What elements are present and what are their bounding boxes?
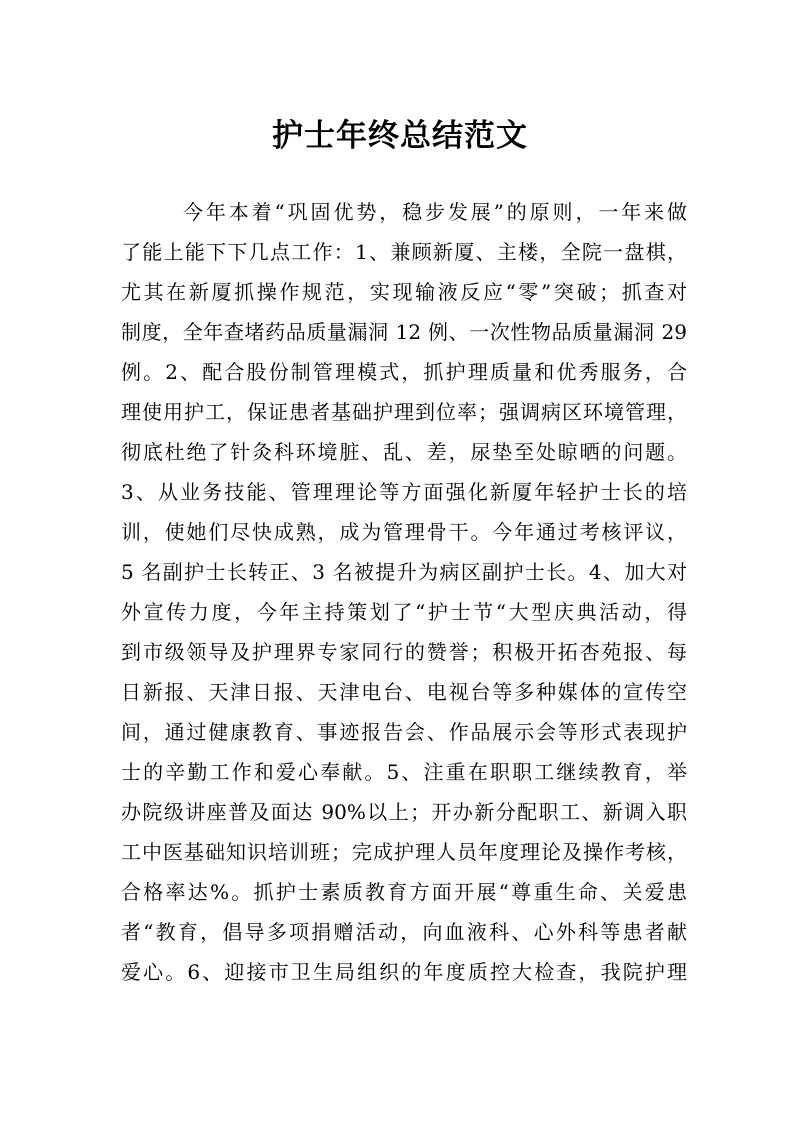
body-line: 办院级讲座普及面达 90%以上；开办新分配职工、新调入职	[121, 800, 687, 824]
body-line: 理使用护工，保证患者基础护理到位率；强调病区环境管理，	[121, 400, 687, 424]
body-line: 了能上能下下几点工作：1、兼顾新厦、主楼，全院一盘棋，	[121, 240, 687, 264]
document-title: 护士年终总结范文	[272, 117, 528, 154]
body-line: 工中医基础知识培训班；完成护理人员年度理论及操作考核，	[121, 840, 687, 864]
body-line: 者“教育，倡导多项捐赠活动，向血液科、心外科等患者献	[121, 920, 687, 944]
body-line: 彻底杜绝了针灸科环境脏、乱、差，尿垫至处晾晒的问题。	[121, 440, 687, 464]
body-line: 到市级领导及护理界专家同行的赞誉；积极开拓杏苑报、每	[121, 640, 687, 664]
body-line: 5 名副护士长转正、3 名被提升为病区副护士长。4、加大对	[121, 560, 687, 584]
body-line: 爱心。6、迎接市卫生局组织的年度质控大检查，我院护理	[121, 960, 687, 984]
body-line: 合格率达%。抓护士素质教育方面开展“尊重生命、关爱患	[121, 880, 687, 904]
body-line: 间，通过健康教育、事迹报告会、作品展示会等形式表现护	[121, 720, 687, 744]
body-line: 外宣传力度，今年主持策划了“护士节“大型庆典活动，得	[121, 600, 687, 624]
body-line: 例。2、配合股份制管理模式，抓护理质量和优秀服务，合	[121, 360, 687, 384]
document-body	[121, 192, 687, 992]
body-line: 尤其在新厦抓操作规范，实现输液反应“零”突破；抓查对	[121, 280, 687, 304]
body-line: 训，使她们尽快成熟，成为管理骨干。今年通过考核评议，	[121, 520, 687, 544]
body-line: 士的辛勤工作和爱心奉献。5、注重在职职工继续教育，举	[121, 760, 687, 784]
body-line: 3、从业务技能、管理理论等方面强化新厦年轻护士长的培	[121, 480, 687, 504]
body-line: 制度，全年查堵药品质量漏洞 12 例、一次性物品质量漏洞 29	[121, 320, 687, 344]
body-line: 日新报、天津日报、天津电台、电视台等多种媒体的宣传空	[121, 680, 687, 704]
body-line: 今年本着“巩固优势，稳步发展”的原则，一年来做	[183, 200, 687, 224]
